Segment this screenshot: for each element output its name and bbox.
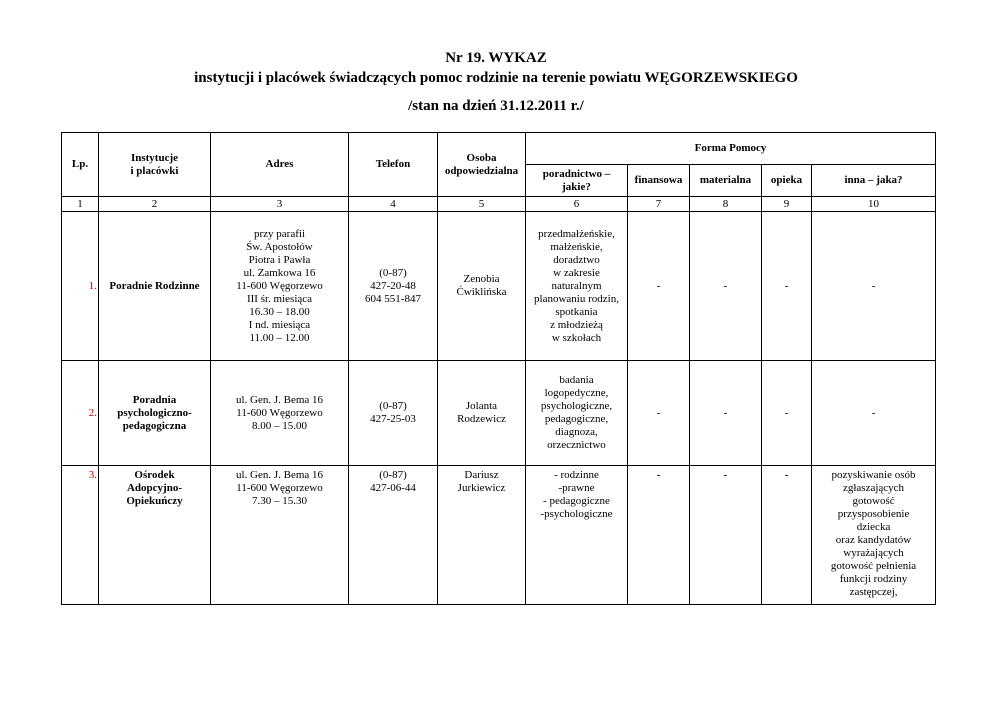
document-subtitle: instytucji i placówek świadczących pomoc rodzinie na terenie powiatu WĘGORZEWSKIEGO	[194, 70, 798, 86]
help-materialna: -	[690, 212, 762, 361]
help-opieka: -	[762, 361, 812, 466]
header-opieka: opieka	[762, 165, 812, 197]
document-date: /stan na dzień 31.12.2011 r./	[408, 98, 584, 114]
header-address: Adres	[211, 133, 349, 197]
header-lp: Lp.	[62, 133, 99, 197]
institution-address: ul. Gen. J. Bema 16 11-600 Węgorzewo 8.00 – 15.00	[211, 361, 349, 466]
header-institution: Instytucje i placówki	[99, 133, 211, 197]
institutions-table	[61, 132, 936, 605]
institution-phone: (0-87) 427-06-44	[349, 466, 438, 605]
header-phone: Telefon	[349, 133, 438, 197]
column-number: 8	[690, 197, 762, 212]
column-number: 9	[762, 197, 812, 212]
institution-phone: (0-87) 427-25-03	[349, 361, 438, 466]
institution-name: Poradnia psychologiczno- pedagogiczna	[99, 361, 211, 466]
help-inna: -	[812, 361, 936, 466]
row-number: 3.	[62, 466, 99, 605]
institution-name: Ośrodek Adopcyjno- Opiekuńczy	[99, 466, 211, 605]
help-finansowa: -	[628, 361, 690, 466]
help-poradnictwo: - rodzinne -prawne - pedagogiczne -psychologiczne	[526, 466, 628, 605]
column-number: 7	[628, 197, 690, 212]
institution-address: przy parafii Św. Apostołów Piotra i Pawła ul. Zamkowa 16 11-600 Węgorzewo III śr. miesiąca 16.30 – 18.00 I nd. miesiąca 11.00 – 12.00	[211, 212, 349, 361]
help-materialna: -	[690, 361, 762, 466]
header-person: Osoba odpowiedzialna	[438, 133, 526, 197]
header-materialna: materialna	[690, 165, 762, 197]
header-forma-pomocy: Forma Pomocy	[526, 133, 936, 165]
help-finansowa: -	[628, 212, 690, 361]
row-number: 2.	[62, 361, 99, 466]
column-number: 2	[99, 197, 211, 212]
column-number: 5	[438, 197, 526, 212]
table-row	[62, 466, 936, 605]
help-poradnictwo: badania logopedyczne, psychologiczne, pedagogiczne, diagnoza, orzecznictwo	[526, 361, 628, 466]
help-finansowa: -	[628, 466, 690, 605]
responsible-person: Zenobia Ćwiklińska	[438, 212, 526, 361]
help-materialna: -	[690, 466, 762, 605]
column-number: 3	[211, 197, 349, 212]
row-number: 1.	[62, 212, 99, 361]
institution-address: ul. Gen. J. Bema 16 11-600 Węgorzewo 7.30 – 15.30	[211, 466, 349, 605]
responsible-person: Dariusz Jurkiewicz	[438, 466, 526, 605]
table-row	[62, 361, 936, 466]
column-number: 1	[62, 197, 99, 212]
column-number: 4	[349, 197, 438, 212]
column-number: 6	[526, 197, 628, 212]
header-poradnictwo: poradnictwo – jakie?	[526, 165, 628, 197]
help-opieka: -	[762, 212, 812, 361]
institution-name: Poradnie Rodzinne	[99, 212, 211, 361]
help-poradnictwo: przedmałżeńskie, małżeńskie, doradztwo w zakresie naturalnym planowaniu rodzin, spotkania z młodzieżą w szkołach	[526, 212, 628, 361]
column-number: 10	[812, 197, 936, 212]
document-title: Nr 19. WYKAZ	[445, 50, 547, 66]
help-inna: -	[812, 212, 936, 361]
help-opieka: -	[762, 466, 812, 605]
table-row	[62, 212, 936, 361]
help-inna: pozyskiwanie osób zgłaszających gotowość przysposobienie dziecka oraz kandydatów wyrażających gotowość pełnienia funkcji rodziny zastępczej,	[812, 466, 936, 605]
header-finansowa: finansowa	[628, 165, 690, 197]
responsible-person: Jolanta Rodzewicz	[438, 361, 526, 466]
column-number-row	[62, 197, 936, 212]
header-inna: inna – jaka?	[812, 165, 936, 197]
institution-phone: (0-87) 427-20-48 604 551-847	[349, 212, 438, 361]
